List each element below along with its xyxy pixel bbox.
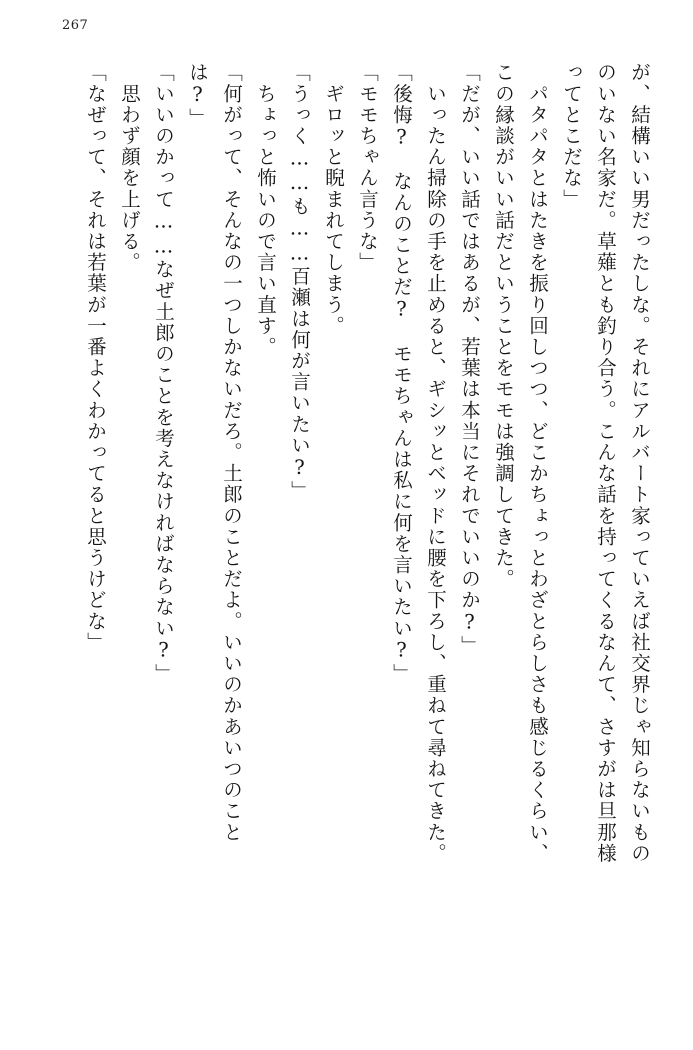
text-line: 「だが、いい話ではあるが、若葉は本当にそれでいいのか?」	[458, 62, 481, 657]
vertical-text-body	[40, 62, 649, 1022]
text-line: ギロッと睨まれてしまう。	[322, 62, 345, 337]
text-line: いったん掃除の手を止めると、ギシッとベッドに腰を下ろし、重ねて尋ねてきた。	[424, 62, 447, 864]
text-line: のいない名家だ。草薙とも釣り合う。こんな話を持ってくるなんて、さすがは旦那様	[594, 62, 617, 864]
page-number: 267	[62, 18, 89, 33]
text-line: は?」	[186, 62, 209, 129]
text-line: が、結構いい男だったしな。それにアルバート家っていえば社交界じゃ知らないもの	[628, 62, 651, 864]
text-line: この縁談がいい話だということをモモは強調してきた。	[492, 62, 515, 590]
text-line: 思わず顔を上げる。	[118, 62, 141, 273]
text-line: 「モモちゃん言うな」	[356, 62, 379, 273]
text-line: 「いいのかって……なぜ土郎のことを考えなければならない?」	[152, 62, 175, 685]
text-line: ちょっと怖いので言い直す。	[254, 62, 277, 358]
text-line: 「うっく……も……百瀬は何が言いたい?」	[288, 62, 311, 502]
text-line: 「後悔? なんのことだ? モモちゃんは私に何を言いたい?」	[390, 62, 413, 685]
text-line: パタパタとはたきを振り回しつつ、どこかちょっとわざとらしさも感じるくらい、	[526, 62, 549, 864]
text-line: 「何がって、そんなの一つしかないだろ。土郎のことだよ。いいのかあいつのこと	[220, 62, 243, 843]
text-line: ってとこだな」	[560, 62, 583, 210]
text-line: 「なぜって、それは若葉が一番よくわかってると思うけどな」	[84, 62, 107, 653]
